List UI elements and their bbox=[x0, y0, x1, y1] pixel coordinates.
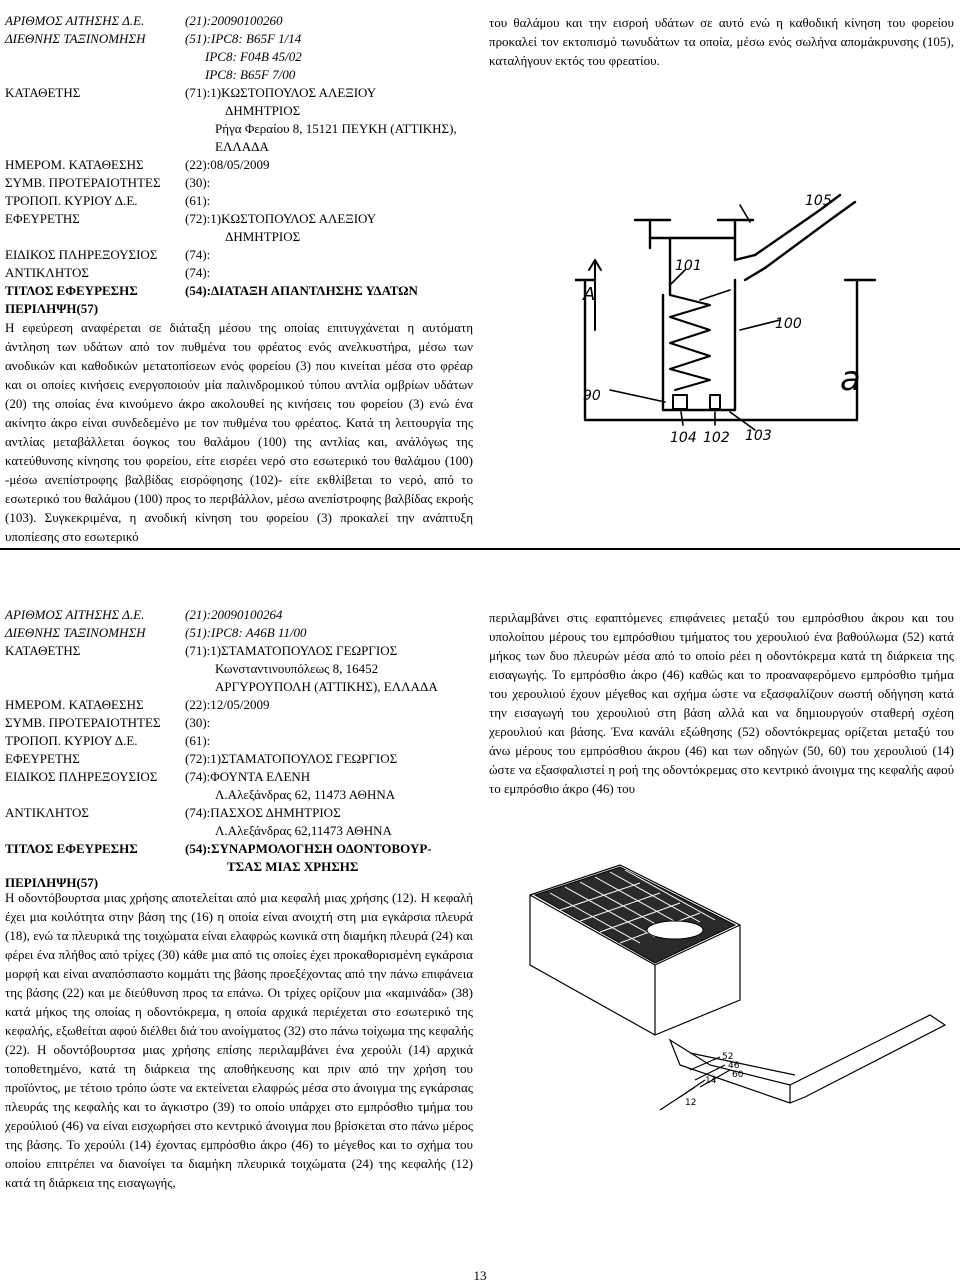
entry1-pump-figure bbox=[575, 180, 905, 460]
entry2-toothbrush-figure bbox=[490, 825, 955, 1130]
entry1-row bbox=[5, 120, 475, 137]
entry1-row bbox=[5, 156, 475, 173]
entry1-row bbox=[5, 246, 475, 263]
entry2-field-value: ΑΡΓΥΡΟΥΠΟΛΗ (ΑΤΤΙΚΗΣ), ΕΛΛΑΔΑ bbox=[215, 679, 438, 694]
entry2-row bbox=[5, 696, 475, 713]
entry1-row bbox=[5, 282, 475, 299]
entry1-field-label: ΚΑΤΑΘΕΤΗΣ bbox=[5, 85, 81, 100]
entry2-row bbox=[5, 678, 475, 695]
entry2-field-label: ΔΙΕΘΝΗΣ ΤΑΞΙΝΟΜΗΣΗ bbox=[5, 625, 146, 640]
entry1-field-value: (72):1)ΚΩΣΤΟΠΟΥΛΟΣ ΑΛΕΞΙΟΥ bbox=[185, 211, 377, 226]
entry1-row bbox=[5, 48, 475, 65]
entry1-abstract-left: Η εφεύρεση αναφέρεται σε διάταξη μέσου της οποίας επιτυγχάνεται η αυτόματη άντληση των υδάτων από τον πυθμένα του φρέατος ενός ανελκυστήρα, μέσω των ανοδικών και καθοδικών μετατοπίσεων ενός φορείου (3) που κινείται μέσα στο φρέαρ και οι οποίες κινήσεις ενεργοποιούν μία παλινδρομικού τύπου αντλία ομβρίων υδάτων (20) της οποίας ένα κινούμενο άκρο ακολουθεί ης κινήσεις του φορείου (3) ενώ ένα ακίνητο άκρο είναι συνδεδεμένο με τον πυθμένα του φρέατος. Κατά τη λειτουργία της αντλίας μεταβάλλεται όογκος του θαλάμου (100) της αντλίας και, ανάλόγως της κατεύθυνσης κίνησης του φορείου, είτε εισρέει νερό στο εσωτερικό του θαλάμου (100) -μέσω ανεπίστροφης βαλβίδας εισρόφησης (102)- είτε εκθλίβεται το νερό, από το εσωτερικό του θαλάμου (100) προς το περιβάλλον, μέσω ανεπίστροφης βαλβίδας εκροής (103). Συγκεκριμένα, η ανοδική κίνηση του φορείου (3) προκαλεί την ανάπτυξη υποπίεσης στο εσωτερικό bbox=[5, 320, 473, 544]
bellows-spring bbox=[670, 295, 710, 390]
entry1-row bbox=[5, 30, 475, 47]
entry2-row bbox=[5, 714, 475, 731]
entry1-row bbox=[5, 210, 475, 227]
entry2-row bbox=[5, 768, 475, 785]
entry1-row bbox=[5, 84, 475, 101]
entry2-field-value: ΤΣΑΣ ΜΙΑΣ ΧΡΗΣΗΣ bbox=[227, 859, 359, 874]
entry1-field-label: ΕΦΕΥΡΕΤΗΣ bbox=[5, 211, 80, 226]
entry2-field-value: (22):12/05/2009 bbox=[185, 697, 270, 712]
entry1-field-value: (61): bbox=[185, 193, 211, 208]
label-104: 104 bbox=[670, 430, 697, 446]
entry2-row bbox=[5, 606, 475, 623]
label-105: 105 bbox=[805, 193, 832, 209]
entry1-field-value: (51):IPC8: B65F 1/14 bbox=[185, 31, 302, 46]
entry1-row bbox=[5, 102, 475, 119]
section-divider bbox=[0, 548, 960, 550]
entry1-field-label: ΑΡΙΘΜΟΣ ΑΙΤΗΣΗΣ Δ.Ε. bbox=[5, 13, 145, 28]
entry1-field-value: (22):08/05/2009 bbox=[185, 157, 270, 172]
entry1-field-value: (74): bbox=[185, 247, 211, 262]
entry1-field-label: ΗΜΕΡΟΜ. ΚΑΤΑΘΕΣΗΣ bbox=[5, 157, 144, 172]
entry1-row bbox=[5, 192, 475, 209]
entry1-row bbox=[5, 228, 475, 245]
entry2-row bbox=[5, 732, 475, 749]
label-14: 14 bbox=[705, 1076, 717, 1086]
entry2-row bbox=[5, 750, 475, 767]
entry2-abstract-right: περιλαμβάνει στις εφαπτόμενες επιφάνειες μεταξύ του εμπρόσθιου άκρου και του υπολοίπου μέρους του εμπρόσθιου τμήματος του χερουλιού ένα βαθούλωμα (52) κατά μήκος των δυο πλευρών μέσα από το οποίο ρέει η οδοντόκρεμα κατά τη διάρκεια της εισαγωγής. Το εμπρόσθιο άκρο (46) καθώς και το προαναφερόμενο εμπρόσθιο τμήμα του χερουλιού έχουν μέγεθος και σχήμα ώστε να εξασφαλίζουν σωστή οδήγηση κατά την εισαγωγή του χερουλιού στη βάση αλλά και να δημιουργούν σταθερή σχέση χερουλιού και βάσης. Ένα κανάλι εξώθησης (52) οδοντόκρεμας ορίζεται μεταξύ του άνω μέρους του εμπρόσθιου άκρου (46) και των οδηγών (50, 60) του χερουλιού (14) ώστε να εξασφαλιστεί η ροή της οδοντόκρεμας στο κεντρικό άνοιγμα της κεφαλής αφού το εμπρόσθιο άκρο (46) του bbox=[489, 610, 954, 796]
entry2-field-value: (51):IPC8: A46B 11/00 bbox=[185, 625, 307, 640]
entry1-field-value: ΔΗΜΗΤΡΙΟΣ bbox=[225, 229, 301, 244]
entry1-field-label: ΣΥΜΒ. ΠΡΟΤΕΡΑΙΟΤΗΤΕΣ bbox=[5, 175, 161, 190]
entry1-field-value: IPC8: B65F 7/00 bbox=[205, 67, 296, 82]
entry2-field-label: ΑΡΙΘΜΟΣ ΑΙΤΗΣΗΣ Δ.Ε. bbox=[5, 607, 145, 622]
label-46: 46 bbox=[728, 1061, 740, 1071]
entry2-field-label: ΤΡΟΠΟΠ. ΚΥΡΙΟΥ Δ.Ε. bbox=[5, 733, 138, 748]
entry1-row bbox=[5, 66, 475, 83]
entry1-row bbox=[5, 12, 475, 29]
entry1-row bbox=[5, 138, 475, 155]
entry2-abstract-heading: ΠΕΡΙΛΗΨΗ(57) bbox=[5, 875, 99, 890]
entry2-field-label: ΗΜΕΡΟΜ. ΚΑΤΑΘΕΣΗΣ bbox=[5, 697, 144, 712]
label-90: 90 bbox=[583, 388, 601, 404]
entry2-field-label: ΚΑΤΑΘΕΤΗΣ bbox=[5, 643, 81, 658]
entry2-field-value: Λ.Αλεξάνδρας 62, 11473 ΑΘΗΝΑ bbox=[215, 787, 396, 802]
entry1-field-value: (71):1)ΚΩΣΤΟΠΟΥΛΟΣ ΑΛΕΞΙΟΥ bbox=[185, 85, 377, 100]
entry2-row bbox=[5, 858, 475, 875]
entry1-field-label: ΕΙΔΙΚΟΣ ΠΛΗΡΕΞΟΥΣΙΟΣ bbox=[5, 247, 158, 262]
entry2-row bbox=[5, 786, 475, 803]
carriage-outline bbox=[650, 220, 735, 238]
entry1-field-value: IPC8: F04B 45/02 bbox=[205, 49, 302, 64]
entry2-field-value: (74):ΦΟΥΝΤΑ ΕΛΕΝΗ bbox=[185, 769, 311, 784]
entry2-field-value: (21):20090100264 bbox=[185, 607, 283, 622]
entry2-row bbox=[5, 840, 475, 857]
entry1-field-value: Ρήγα Φεραίου 8, 15121 ΠΕΥΚΗ (ΑΤΤΙΚΗΣ), bbox=[215, 121, 457, 136]
label-a: a bbox=[840, 359, 861, 399]
entry1-field-value: ΔΗΜΗΤΡΙΟΣ bbox=[225, 103, 301, 118]
brush-handle bbox=[670, 1015, 945, 1103]
entry1-field-value: (21):20090100260 bbox=[185, 13, 283, 28]
label-12: 12 bbox=[685, 1098, 697, 1108]
label-60: 60 bbox=[732, 1070, 744, 1080]
entry2-field-value: (30): bbox=[185, 715, 211, 730]
label-A: A bbox=[583, 284, 596, 305]
entry1-field-label: ΑΝΤΙΚΛΗΤΟΣ bbox=[5, 265, 89, 280]
label-101: 101 bbox=[675, 258, 702, 274]
entry2-field-label: ΑΝΤΙΚΛΗΤΟΣ bbox=[5, 805, 89, 820]
entry2-abstract-left: Η οδοντόβουρτσα μιας χρήσης αποτελείται από μια κεφαλή μιας χρήσης (12). Η κεφαλή έχει μια κοιλότητα στην βάση της (16) η οποία είναι ανοιχτή στη μια εγκάρσια πλευρά (18), ενώ τα πλευρικά της τοιχώματα είναι ελαφρώς κωνικά στη διαμήκη πλευρά (24) και φέρει ένα πλήθος από τρίχες (30) κάθε μια από τις οποίες έχει προκαθορισμένη εγκάρσια μορφή και είναι αναπόσπαστο κομμάτι της βάσης προεξέχοντας από την πάνω επιφάνεια της βάσης (22) και με διεύθυνση προς τα επάνω. Οι τρίχες ορίζουν μια «καμινάδα» (38) κατά μήκος της οποίας η οδοντόκρεμα, η οποία αρχικά περιέχεται στο εσωτερικό της κεφαλής, εξωθείται αφού διέλθει διά του ανοίγματος (32) στο πάνω τοίχωμα της κεφαλής (22). Η οδοντόβουρτσα μιας χρήσης επίσης περιλαμβάνει ένα χερούλι (14) αρχικά τοποθετημένο, κατά τη διάρκεια της αποθήκευσης και πριν από την χρήση του προϊόντος, με τέτοιο τρόπο ώστε να εκτείνεται ελαφρώς μέσα στο άνοιγμα της εγκάρσιας πλευράς της κεφαλής και το άγκιστρο (39) το οποίο υπάρχει στο εμπρόσθιο τμήμα του χερούλιού (46) να είναι εισχωρήσει στο κεντρικό άνοιγμα που βρίσκεται στο πάνω μέρος της βάσης. Το χερούλι (14) έχοντας εμπρόσθιο άκρο (46) το μέγεθος και το σχήμα του οποίου επιτρέπει να διανοίγει τα διαμήκη πλευρικά τοιχώματα (24) της κεφαλής (12) κατά τη διάρκεια της εισαγωγής, bbox=[5, 890, 473, 1190]
entry2-field-value: (74):ΠΑΣΧΟΣ ΔΗΜΗΤΡΙΟΣ bbox=[185, 805, 341, 820]
entry1-abstract-heading: ΠΕΡΙΛΗΨΗ(57) bbox=[5, 301, 99, 316]
entry2-row bbox=[5, 624, 475, 641]
entry1-field-value: (74): bbox=[185, 265, 211, 280]
entry2-field-value: Κωνσταντινουπόλεως 8, 16452 bbox=[215, 661, 379, 676]
entry1-field-value: (30): bbox=[185, 175, 211, 190]
entry2-field-label: ΤΙΤΛΟΣ ΕΦΕΥΡΕΣΗΣ bbox=[5, 841, 138, 856]
entry1-row bbox=[5, 264, 475, 281]
valve-102 bbox=[710, 395, 720, 409]
entry2-field-value: (71):1)ΣΤΑΜΑΤΟΠΟΥΛΟΣ ΓΕΩΡΓΙΟΣ bbox=[185, 643, 398, 658]
entry2-field-value: (61): bbox=[185, 733, 211, 748]
label-103: 103 bbox=[745, 428, 772, 444]
entry2-field-label: ΣΥΜΒ. ΠΡΟΤΕΡΑΙΟΤΗΤΕΣ bbox=[5, 715, 161, 730]
valve-104 bbox=[673, 395, 687, 409]
label-102: 102 bbox=[703, 430, 730, 446]
entry1-row bbox=[5, 174, 475, 191]
page-number: 13 bbox=[473, 1268, 487, 1283]
entry1-field-label: ΤΙΤΛΟΣ ΕΦΕΥΡΕΣΗΣ bbox=[5, 283, 138, 298]
entry2-row bbox=[5, 804, 475, 821]
entry2-field-value: (72):1)ΣΤΑΜΑΤΟΠΟΥΛΟΣ ΓΕΩΡΓΙΟΣ bbox=[185, 751, 398, 766]
entry1-field-label: ΔΙΕΘΝΗΣ ΤΑΞΙΝΟΜΗΣΗ bbox=[5, 31, 146, 46]
entry2-field-label: ΕΦΕΥΡΕΤΗΣ bbox=[5, 751, 80, 766]
entry2-field-value: (54):ΣΥΝΑΡΜΟΛΟΓΗΣΗ ΟΔΟΝΤΟΒΟΥΡ- bbox=[185, 841, 432, 856]
entry1-abstract-right: του θαλάμου και την εισροή υδάτων σε αυτό ενώ η καθοδική κίνηση του φορείου προκαλεί τον εκτοπισμό τωνυδάτων τα οποία, μέσω ενός σωλήνα απομάκρυνσης (105), καταλήγουν εκτός του φρεατίου. bbox=[489, 15, 954, 68]
entry2-field-value: Λ.Αλεξάνδρας 62,11473 ΑΘΗΝΑ bbox=[215, 823, 392, 838]
entry2-row bbox=[5, 642, 475, 659]
entry1-field-value: (54):ΔΙΑΤΑΞΗ ΑΠΑΝΤΛΗΣΗΣ ΥΔΑΤΩΝ bbox=[185, 283, 418, 298]
entry2-row bbox=[5, 660, 475, 677]
entry1-field-label: ΤΡΟΠΟΠ. ΚΥΡΙΟΥ Δ.Ε. bbox=[5, 193, 138, 208]
label-52: 52 bbox=[722, 1052, 734, 1062]
entry2-field-label: ΕΙΔΙΚΟΣ ΠΛΗΡΕΞΟΥΣΙΟΣ bbox=[5, 769, 158, 784]
label-100: 100 bbox=[775, 316, 802, 332]
entry2-row bbox=[5, 822, 475, 839]
entry1-field-value: ΕΛΛΑΔΑ bbox=[215, 139, 269, 154]
